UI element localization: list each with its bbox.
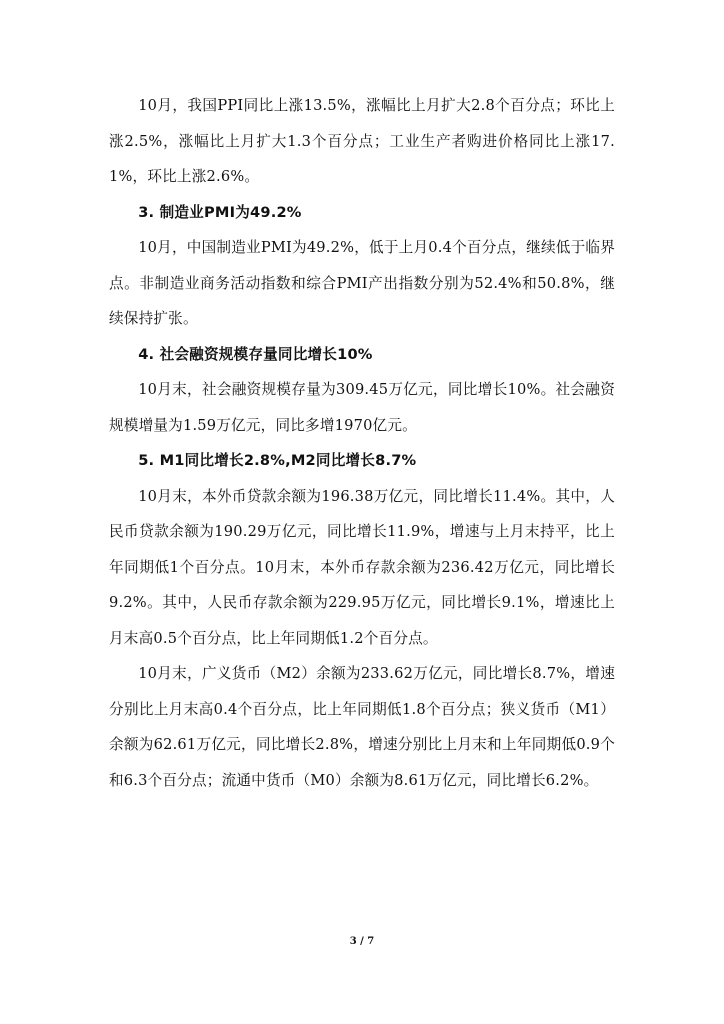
financing-paragraph: 10月末，社会融资规模存量为309.45万亿元，同比增长10%。社会融资规模增量为1.59万亿元，同比多增1970亿元。 bbox=[109, 381, 615, 434]
pmi-paragraph: 10月，中国制造业PMI为49.2%，低于上月0.4个百分点，继续低于临界点。非制造业商务活动指数和综合PMI产出指数分别为52.4%和50.8%，继续保持扩张。 bbox=[109, 239, 615, 327]
section-heading-financing: 4. 社会融资规模存量同比增长10% bbox=[138, 345, 373, 363]
document-body bbox=[109, 88, 615, 798]
section-heading-pmi: 3. 制造业PMI为49.2% bbox=[138, 203, 302, 221]
ppi-paragraph: 10月，我国PPI同比上涨13.5%，涨幅比上月扩大2.8个百分点；环比上涨2.5%，涨幅比上月扩大1.3个百分点；工业生产者购进价格同比上涨17.1%，环比上涨2.6%。 bbox=[109, 97, 615, 185]
money-supply-paragraph: 10月末，广义货币（M2）余额为233.62万亿元，同比增长8.7%，增速分别比上月末高0.4个百分点，比上年同期低1.8个百分点；狭义货币（M1）余额为62.61万亿元，同比增长2.8%，增速分别比上月末和上年同期低0.9个和6.3个百分点；流通中货币（M0）余额为8.61万亿元，同比增长6.2%。 bbox=[109, 665, 615, 789]
page-number: 3 / 7 bbox=[349, 936, 375, 947]
section-heading-money: 5. M1同比增长2.8%,M2同比增长8.7% bbox=[138, 452, 417, 469]
loans-deposits-paragraph: 10月末，本外币贷款余额为196.38万亿元，同比增长11.4%。其中，人民币贷款余额为190.29万亿元，同比增长11.9%，增速与上月末持平，比上年同期低1个百分点。10月末，本外币存款余额为236.42万亿元，同比增长9.2%。其中，人民币存款余额为229.95万亿元，同比增长9.1%，增速比上月末高0.5个百分点，比上年同期低1.2个百分点。 bbox=[109, 487, 615, 647]
